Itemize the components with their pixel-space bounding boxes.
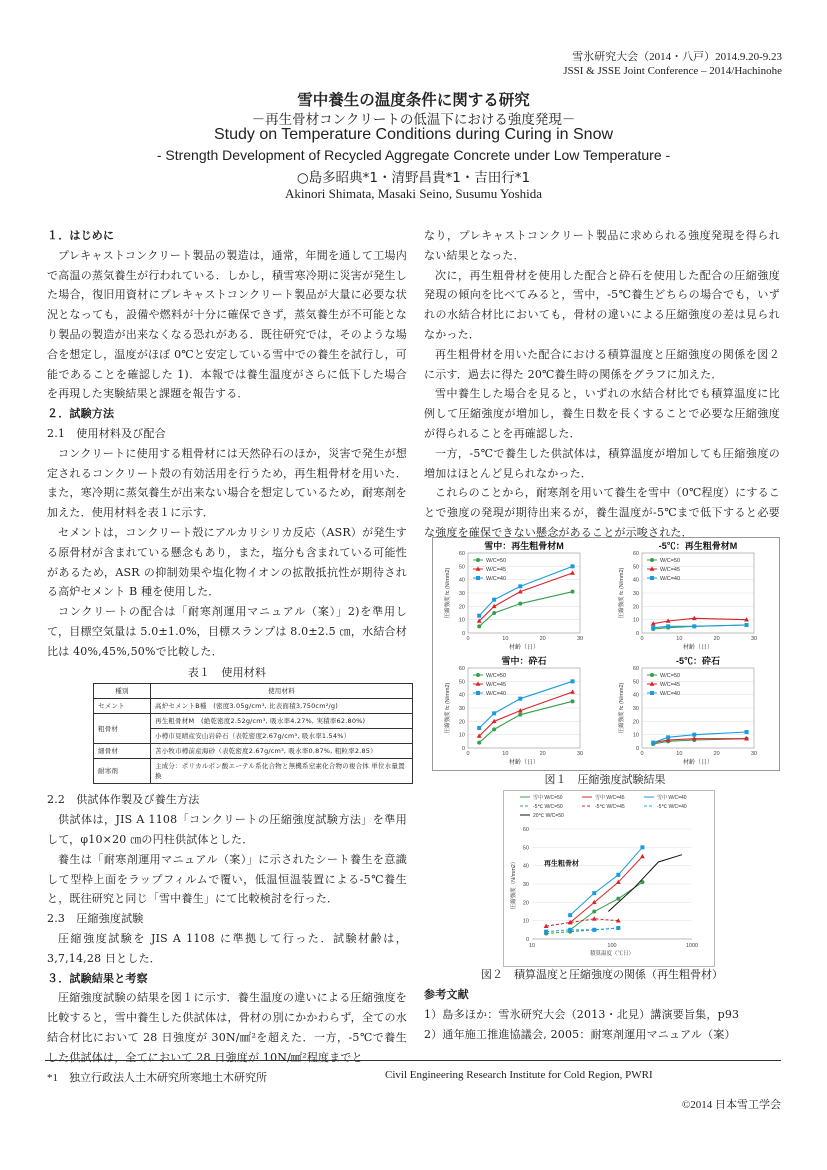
x-tick-label: 0 — [640, 636, 644, 642]
section-3-heading: ３．試験結果と考察 — [47, 971, 148, 985]
data-point — [477, 614, 481, 618]
legend-label: W/C=45 — [660, 682, 681, 688]
x-tick-label: 1000 — [685, 943, 699, 949]
y-tick-label: 0 — [461, 746, 465, 752]
x-tick-label: 10 — [502, 751, 509, 757]
figure-1-frame — [432, 537, 780, 771]
conference-line-2: JSSI & JSSE Joint Conference – 2014/Hachinohe — [563, 65, 782, 77]
data-point — [570, 689, 575, 693]
x-tick-label: 30 — [576, 751, 584, 757]
y-tick-label: 10 — [632, 732, 639, 739]
paragraph: 圧縮強度試験の結果を図１に示す．養生温度の違いによる圧縮強度を比較すると，雪中養生した供試体は，骨材の別にかかわらず，全ての水結合材比において 28 日強度が 30N/㎟²を超えた．一方，-5℃で養生した供試体は，全てにおいて 28 日強度が 10N/㎟²程度までと — [47, 991, 407, 1064]
paragraph: 雪中養生した場合を見ると，いずれの水結合材比でも積算温度に比例して圧縮強度が増加し，養生日数を長くすることで必要な圧縮強度が得られることを再確認した． — [424, 387, 780, 440]
legend-label: W/C=40 — [660, 691, 681, 697]
paragraph: 一方，-5℃で養生した供試体は，積算温度が増加しても圧縮強度の増加はほとんど見られなかった． — [424, 446, 780, 480]
table-cell: セメント — [94, 699, 151, 714]
y-tick-label: 20 — [458, 604, 465, 611]
y-tick-label: 60 — [632, 551, 639, 557]
data-point — [492, 727, 496, 731]
title-en: Study on Temperature Conditions during Curing in Snow — [213, 126, 614, 143]
figure-2-chart — [504, 791, 714, 966]
y-tick-label: 0 — [635, 631, 639, 637]
y-tick-label: 20 — [522, 900, 529, 907]
y-tick-label: 60 — [632, 666, 639, 672]
x-tick-label: 100 — [607, 943, 617, 949]
y-tick-label: 10 — [522, 918, 529, 925]
references-heading: 参考文献 — [424, 988, 469, 1001]
paragraph: 再生粗骨材を用いた配合における積算温度と圧縮強度の関係を図２に示す．過去に得た 20℃養生時の関係をグラフに加えた． — [424, 347, 780, 381]
data-point — [544, 930, 548, 934]
table-caption: 表１ 使用材料 — [187, 665, 267, 679]
legend-label: W/C=45 — [660, 567, 681, 573]
y-tick-label: 0 — [525, 937, 529, 943]
x-axis-label: 材齢（日） — [682, 645, 714, 651]
data-point — [476, 691, 480, 695]
data-point — [650, 691, 654, 695]
table-header: 使用材料 — [151, 684, 413, 699]
y-axis-label: 圧縮強度（N/mm2） — [511, 858, 517, 910]
paragraph: セメントは，コンクリート殻にアルカリシリカ反応（ASR）が発生する原骨材が含まれている懸念もあり，また，塩分も含まれている可能性があるため，ASR の抑制効果や塩化物イオンの拡散抵抗性が期待される高炉セメント B 種を使用した． — [47, 525, 407, 599]
y-axis-label: 圧縮強度 fc (N/mm2) — [619, 567, 625, 619]
data-point — [666, 735, 670, 739]
x-tick-label: 10 — [528, 943, 536, 949]
series-line — [479, 592, 572, 627]
footer-rule — [45, 1060, 781, 1061]
figure-1-caption: 図１ 圧縮強度試験結果 — [544, 773, 666, 786]
x-axis-label: 材齢（日） — [508, 645, 540, 651]
chart-plot — [509, 794, 698, 957]
chart-title: 雪中：再生粗骨材M — [484, 541, 564, 551]
chart-title: -5℃：砕石 — [675, 656, 721, 666]
y-tick-label: 50 — [632, 564, 639, 571]
paragraph: 養生は「耐寒剤運用マニュアル（案）」に示されたシート養生を意識して型枠上面をラップフィルムで覆い，低温恒温装置による-5℃養生と，既往研究と同じ「雪中養生」にて比較検討を行った． — [47, 852, 407, 906]
y-tick-label: 20 — [632, 604, 639, 611]
data-point — [650, 558, 654, 562]
table-cell: 再生粗骨材M (絶乾密度2.52g/cm³, 吸水率4.27%, 実積率62.80%) — [151, 714, 413, 729]
y-tick-label: 50 — [632, 679, 639, 686]
legend-label: W/C=40 — [660, 576, 681, 582]
legend-label: W/C=40 — [486, 691, 507, 697]
y-tick-label: 30 — [458, 591, 465, 597]
chart-panel — [617, 540, 757, 651]
section-2-heading: ２．試験方法 — [47, 407, 115, 421]
y-tick-label: 40 — [458, 577, 465, 584]
footnote-affiliation: *1 独立行政法人土木研究所寒地土木研究所 — [47, 1072, 267, 1084]
y-tick-label: 50 — [522, 845, 529, 852]
x-tick-label: 30 — [750, 636, 758, 642]
data-point — [571, 564, 575, 568]
data-point — [616, 897, 620, 901]
paragraph: コンクリートの配合は「耐寒剤運用マニュアル（案）」2)を準用して，目標空気量は 5.0±1.0%，目標スランプは 8.0±2.5 ㎝，水結合材比は 40%,45%,50%で比較した． — [47, 605, 407, 658]
y-axis-label: 圧縮強度 fc (N/mm2) — [445, 682, 451, 734]
y-tick-label: 50 — [458, 679, 465, 686]
legend-label: 20℃ W/C=50 — [533, 813, 564, 819]
legend-label: -5℃ W/C=45 — [595, 804, 625, 810]
legend-label: 雪中 W/C=50 — [533, 795, 563, 801]
table-cell: 小樽市見晴産安山岩砕石（表乾密度2.67g/cm³, 吸水率1.54%） — [151, 729, 413, 744]
y-tick-label: 10 — [458, 732, 465, 739]
x-axis-label: 材齢（日） — [508, 760, 540, 766]
legend-label: 雪中 W/C=45 — [595, 795, 625, 801]
data-point — [518, 584, 522, 588]
data-point — [477, 624, 481, 628]
legend-label: W/C=40 — [486, 576, 507, 582]
materials-table — [93, 683, 413, 784]
data-point — [518, 713, 522, 717]
y-tick-label: 30 — [632, 706, 639, 712]
y-axis-label: 圧縮強度 fc (N/mm2) — [619, 682, 625, 734]
chart-title: -5℃：再生粗骨材M — [658, 541, 738, 551]
x-tick-label: 20 — [713, 751, 720, 757]
chart-panel — [443, 655, 583, 766]
table-cell: 細骨材 — [94, 744, 151, 759]
data-point — [616, 873, 620, 877]
y-tick-label: 0 — [461, 631, 465, 637]
y-tick-label: 10 — [632, 617, 639, 624]
paragraph: 供試体は，JIS A 1108「コンクリートの圧縮強度試験方法」を準用して，φ10×20 ㎝の円柱供試体とした． — [47, 813, 407, 846]
series-line — [546, 919, 618, 926]
data-point — [568, 928, 572, 932]
legend-label: W/C=50 — [660, 558, 681, 564]
data-point — [492, 711, 496, 715]
paragraph: コンクリートに使用する粗骨材には天然砕石のほか，災害で発生が想定されるコンクリート殻の有効活用を行うため，再生粗骨材を用いた．また，寒冷期に蒸気養生が出来ない場合を想定しているため，耐寒剤を加えた．使用材料を表１に示す． — [47, 446, 407, 520]
data-point — [571, 699, 575, 703]
authors-ja: ○島多昭典*1・清野昌貴*1・吉田行*1 — [296, 170, 531, 186]
series-line — [479, 566, 572, 615]
subtitle-en: - Strength Development of Recycled Aggregate Concrete under Low Temperature - — [156, 147, 671, 163]
x-tick-label: 30 — [750, 751, 758, 757]
x-tick-label: 20 — [539, 636, 546, 642]
data-point — [570, 570, 575, 574]
data-point — [592, 916, 597, 920]
y-tick-label: 60 — [522, 827, 529, 833]
chart-title: 雪中：砕石 — [501, 656, 547, 666]
data-point — [492, 611, 496, 615]
series-line — [570, 882, 642, 930]
data-point — [666, 624, 670, 628]
y-tick-label: 60 — [458, 666, 465, 672]
legend-label: W/C=50 — [486, 558, 507, 564]
copyright: ©2014 日本雪工学会 — [681, 1099, 781, 1111]
left-column — [47, 226, 407, 1067]
x-tick-label: 30 — [576, 636, 584, 642]
subsection-heading: 2.1 使用材料及び配合 — [47, 426, 166, 440]
subtitle-ja: －再生骨材コンクリートの低温下における強度発現－ — [251, 112, 576, 128]
reference-item: 1）島多ほか：雪氷研究大会（2013・北見）講演要旨集，p93 — [424, 1007, 740, 1021]
x-axis-label: 積算温度（℃日） — [589, 951, 635, 957]
right-column — [424, 226, 780, 543]
conference-header — [563, 50, 782, 78]
subsection-heading: 2.3 圧縮強度試験 — [47, 912, 144, 926]
table-cell: 苫小牧市樽前産海砂（表乾密度2.67g/cm³, 吸水率0.87%, 粗粒率2.85） — [151, 744, 413, 759]
y-tick-label: 40 — [632, 577, 639, 584]
table-cell: 主成分：ポリカルボン酸エーテル系化合物と無機系窒素化合物の複合体 単位水量置換 — [151, 759, 413, 784]
data-point — [518, 602, 522, 606]
y-tick-label: 40 — [632, 692, 639, 699]
data-point — [745, 623, 749, 627]
chart-panel — [443, 540, 583, 651]
data-point — [571, 590, 575, 594]
data-point — [571, 679, 575, 683]
y-tick-label: 30 — [522, 882, 529, 888]
data-point — [592, 928, 596, 932]
legend-label: 雪中 W/C=40 — [657, 795, 687, 801]
legend-label: W/C=45 — [486, 567, 507, 573]
paragraph: 圧縮強度試験を JIS A 1108 に準拠して行った．試験材齢は，3,7,14,28 日とした． — [47, 931, 407, 965]
data-point — [568, 913, 572, 917]
x-axis-label: 材齢（日） — [682, 760, 714, 766]
x-tick-label: 20 — [539, 751, 546, 757]
paragraph: これらのことから，耐寒剤を用いて養生を雪中（0℃程度）にすることで強度の発現が期待出来るが，養生温度が-5℃まで低下すると必要な強度を確保できない懸念があることが示唆された． — [424, 486, 780, 539]
legend-label: W/C=50 — [486, 673, 507, 679]
data-point — [476, 558, 480, 562]
data-point — [745, 730, 749, 734]
y-tick-label: 20 — [458, 719, 465, 726]
table-header: 種別 — [94, 684, 151, 699]
x-tick-label: 10 — [676, 636, 683, 642]
data-point — [477, 726, 481, 730]
x-tick-label: 0 — [466, 636, 470, 642]
table-cell: 粗骨材 — [94, 714, 151, 744]
y-tick-label: 40 — [522, 863, 529, 870]
paragraph: 次に，再生粗骨材を使用した配合と砕石を使用した配合の圧縮強度発現の傾向を比べてみると，雪中，-5℃養生どちらの場合でも，いずれの水結合材比においても，骨材の違いによる圧縮強度の差は見られなかった． — [424, 268, 780, 341]
data-point — [518, 697, 522, 701]
subsection-heading: 2.2 供試体作製及び養生方法 — [47, 793, 200, 807]
figure-1-charts — [433, 538, 779, 770]
paragraph: なり，プレキャストコンクリート製品に求められる強度発現を得られない結果となった． — [424, 229, 780, 262]
data-point — [616, 926, 620, 930]
figure-2-caption: 図２ 積算温度と圧縮強度の関係（再生粗骨材） — [481, 968, 723, 981]
y-tick-label: 40 — [458, 692, 465, 699]
data-point — [692, 733, 696, 737]
title-ja: 雪中養生の温度条件に関する研究 — [297, 91, 530, 109]
reference-item: 2）通年施工推進協議会, 2005：耐寒剤運用マニュアル（案） — [424, 1027, 736, 1041]
legend-label: -5℃ W/C=40 — [657, 804, 687, 810]
data-point — [477, 741, 481, 745]
data-point — [650, 673, 654, 677]
legend-label: W/C=45 — [486, 682, 507, 688]
x-tick-label: 0 — [640, 751, 644, 757]
y-axis-label: 圧縮強度 fc (N/mm2) — [445, 567, 451, 619]
footnote-institution: Civil Engineering Research Institute for Cold Region, PWRI — [385, 1069, 653, 1081]
y-tick-label: 60 — [458, 551, 465, 557]
data-point — [476, 576, 480, 580]
data-point — [476, 673, 480, 677]
y-tick-label: 10 — [458, 617, 465, 624]
x-tick-label: 20 — [713, 636, 720, 642]
table-cell: 高炉セメントB種 (密度3.05g/cm³, 比表面積3,750cm²/g) — [151, 699, 413, 714]
figure-2-frame — [503, 790, 715, 967]
y-tick-label: 30 — [632, 591, 639, 597]
y-tick-label: 50 — [458, 564, 465, 571]
section-1-heading: １．はじめに — [47, 229, 115, 242]
data-point — [651, 741, 655, 745]
x-tick-label: 0 — [466, 751, 470, 757]
x-tick-label: 10 — [676, 751, 683, 757]
data-point — [592, 910, 596, 914]
data-point — [650, 576, 654, 580]
chart-panel — [617, 655, 757, 766]
legend-label: -5℃ W/C=50 — [533, 804, 563, 810]
data-point — [592, 891, 596, 895]
x-tick-label: 10 — [502, 636, 509, 642]
chart-annotation: 再生粗骨材 — [544, 860, 579, 868]
legend-label: W/C=50 — [660, 673, 681, 679]
y-tick-label: 20 — [632, 719, 639, 726]
references — [424, 985, 780, 1044]
table-cell: 耐寒剤 — [94, 759, 151, 784]
data-point — [640, 845, 644, 849]
data-point — [692, 624, 696, 628]
paragraph: プレキャストコンクリート製品の製造は，通常，年間を通して工場内で高温の蒸気養生が行われている．しかし，積雪寒冷期に災害が発生した場合，復旧用資材にプレキャストコンクリート製品が大量に必要な状況となっても，設備や燃料が十分に確保できず，蒸気養生が不可能となり製品の製造が出来なくなる恐れがある．既往研究では，そのような場合を想定し，温度がほぼ 0℃と安定している雪中での養生を試行し，可能であることを確認した 1)．本報では養生温度がさらに低下した場合を再現した実験結果と課題を報告する． — [47, 248, 407, 401]
data-point — [640, 854, 645, 858]
y-tick-label: 0 — [635, 746, 639, 752]
data-point — [492, 598, 496, 602]
conference-line-1: 雪氷研究大会（2014・八戸）2014.9.20-9.23 — [572, 51, 782, 63]
data-point — [651, 626, 655, 630]
authors-en: Akinori Shimata, Masaki Seino, Susumu Yoshida — [284, 186, 543, 201]
y-tick-label: 30 — [458, 706, 465, 712]
